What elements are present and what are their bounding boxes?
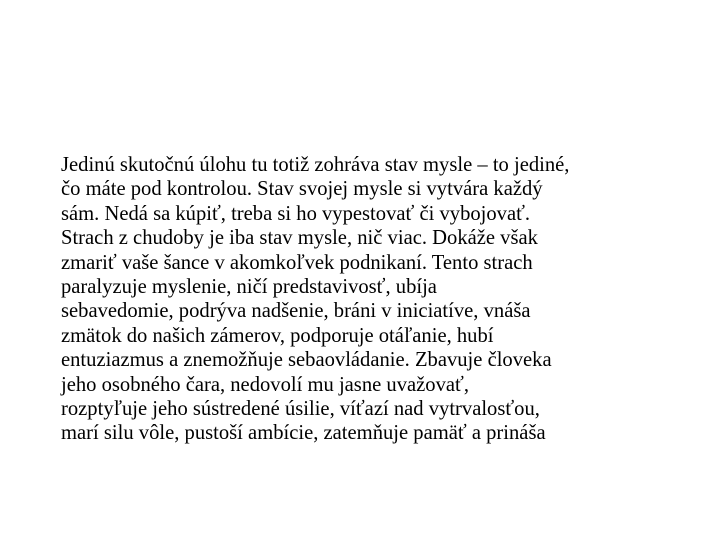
text-line: sebavedomie, podrýva nadšenie, bráni v iniciatíve, vnáša (61, 300, 531, 323)
text-line: marí silu vôle, pustoší ambície, zatemňuje pamäť a prináša (61, 422, 546, 445)
text-line: zmariť vaše šance v akomkoľvek podnikaní. Tento strach (61, 251, 533, 274)
paragraph-state-of-mind (61, 153, 701, 226)
text-line: jeho osobného čara, nedovolí mu jasne uvažovať, (61, 373, 469, 396)
text-line: rozptyľuje jeho sústredené úsilie, víťazí nad vytrvalosťou, (61, 398, 540, 421)
paragraph-fear-of-poverty (61, 226, 701, 446)
text-line: čo máte pod kontrolou. Stav svojej mysle si vytvára každý (61, 178, 543, 201)
text-line: Jedinú skutočnú úlohu tu totiž zohráva stav mysle – to jediné, (61, 154, 570, 176)
text-line: Strach z chudoby je iba stav mysle, nič viac. Dokáže však (61, 227, 538, 250)
text-line: sám. Nedá sa kúpiť, treba si ho vypestovať či vybojovať. (61, 202, 531, 225)
text-line: paralyzuje myslenie, ničí predstavivosť, ubíja (61, 276, 437, 299)
text-body (61, 153, 701, 446)
text-line: entuziazmus a znemožňuje sebaovládanie. Zbavuje človeka (61, 349, 552, 372)
text-line: zmätok do našich zámerov, podporuje otáľanie, hubí (61, 324, 494, 347)
